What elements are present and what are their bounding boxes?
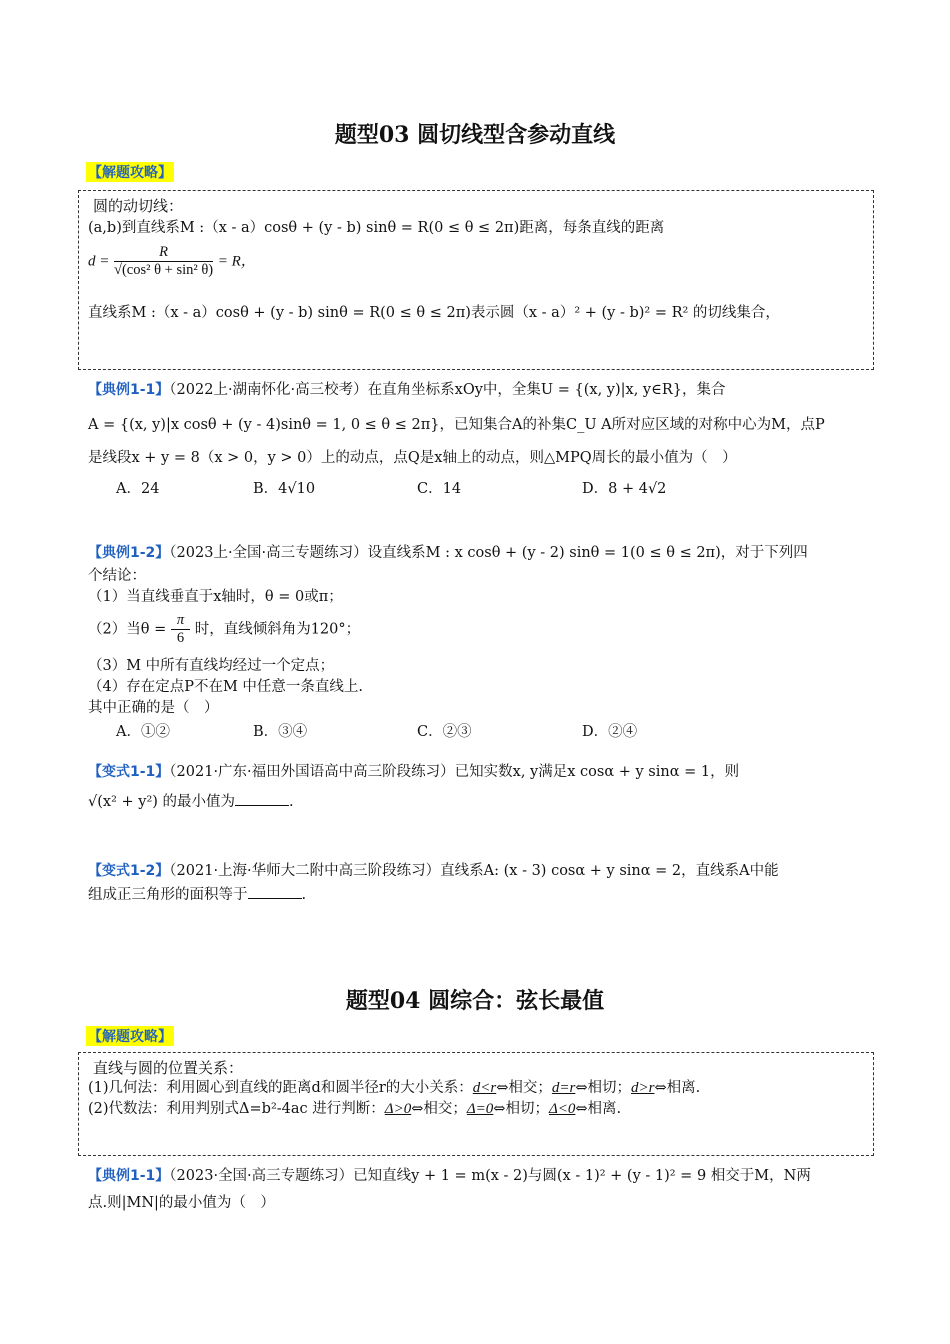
relation-text: ⇔相离. bbox=[575, 1101, 622, 1117]
option-b: B．4√10 bbox=[253, 481, 316, 497]
fraction-denominator: √(cos² θ + sin² θ) bbox=[113, 262, 214, 278]
relation-text: ⇔相交； bbox=[411, 1101, 467, 1117]
variant-text-end: . bbox=[289, 794, 294, 810]
option-d: D．8 + 4√2 bbox=[582, 481, 667, 497]
example-text: （2023·全国·高三专题练习）已知直线y + 1 = m(x - 2)与圆(x - 1)² + (y - 1)² = 9 相交于M，N两 bbox=[169, 1168, 811, 1184]
fraction-numerator: π bbox=[171, 612, 190, 630]
example-line: 是线段x + y = 8（x > 0，y > 0）上的动点，点Q是x轴上的动点，则△MPQ周长的最小值为（ ） bbox=[88, 450, 737, 466]
method-text: (2)代数法：利用判别式Δ=b²-4ac 进行判断： bbox=[88, 1101, 385, 1117]
relation-tangent: d=r bbox=[551, 1080, 576, 1096]
option-a: A．①② bbox=[116, 724, 170, 740]
example-label: 【典例1-2】 bbox=[88, 545, 170, 561]
box-line bbox=[88, 1078, 700, 1098]
box-line: (a,b)到直线系M :（x - a）cosθ + (y - b) sinθ = R(0 ≤ θ ≤ 2π)距离，每条直线的距离 bbox=[88, 220, 665, 236]
option-a: A．24 bbox=[116, 481, 160, 497]
section-title: 题型03 圆切线型含参动直线 bbox=[334, 122, 616, 148]
relation-tangent: Δ=0 bbox=[466, 1101, 494, 1117]
distance-formula bbox=[88, 244, 256, 279]
variant-text: （2021·广东·福田外国语高中高三阶段练习）已知实数x, y满足x cosα + y sinα = 1，则 bbox=[169, 764, 740, 780]
example-line: 个结论： bbox=[88, 568, 146, 584]
statement-4: （4）存在定点P不在M 中任意一条直线上. bbox=[88, 679, 364, 695]
example-label: 【典例1-1】 bbox=[88, 382, 170, 398]
relation-text: ⇔相离. bbox=[654, 1080, 701, 1096]
question-line: 其中正确的是（ ） bbox=[88, 700, 219, 716]
example-text: （2022上·湖南怀化·高三校考）在直角坐标系xOy中，全集U = {(x, y)|x, y∈R}，集合 bbox=[169, 382, 726, 398]
fraction bbox=[171, 612, 190, 647]
statement-2-pre: （2）当θ = bbox=[88, 621, 167, 638]
statement-1: （1）当直线垂直于x轴时，θ = 0或π； bbox=[88, 589, 343, 605]
relation-separate: d>r bbox=[631, 1080, 655, 1096]
relation-separate: Δ<0 bbox=[548, 1101, 576, 1117]
example-label: 【典例1-1】 bbox=[88, 1168, 170, 1184]
relation-text: ⇔相交； bbox=[496, 1080, 552, 1096]
fraction-denominator: 6 bbox=[176, 630, 185, 646]
answer-blank[interactable] bbox=[248, 886, 302, 899]
example-text: （2023上·全国·高三专题练习）设直线系M : x cosθ + (y - 2) sinθ = 1(0 ≤ θ ≤ 2π)，对于下列四 bbox=[169, 545, 808, 561]
example-line bbox=[88, 543, 808, 563]
variant-line bbox=[88, 762, 739, 782]
box-heading: 直线与圆的位置关系： bbox=[93, 1059, 244, 1077]
variant-text: √(x² + y²) 的最小值为 bbox=[88, 794, 236, 810]
statement-2-post: 时，直线倾斜角为120°； bbox=[194, 621, 361, 638]
example-line bbox=[88, 1166, 811, 1186]
formula-left: d = bbox=[88, 253, 110, 270]
variant-line bbox=[88, 792, 294, 812]
relation-text: ⇔相切； bbox=[493, 1101, 549, 1117]
box-heading: 圆的动切线： bbox=[93, 197, 184, 215]
relation-intersect: Δ>0 bbox=[384, 1101, 412, 1117]
relation-intersect: d<r bbox=[472, 1080, 497, 1096]
option-b: B．③④ bbox=[253, 724, 308, 740]
statement-2 bbox=[88, 612, 360, 647]
fraction-numerator: R bbox=[114, 244, 213, 262]
section-title: 题型04 圆综合：弦长最值 bbox=[345, 988, 605, 1014]
method-text: (1)几何法：利用圆心到直线的距离d和圆半径r的大小关系： bbox=[88, 1080, 473, 1096]
strategy-tag: 【解题攻略】 bbox=[86, 162, 174, 182]
example-line: 点.则|MN|的最小值为（ ） bbox=[88, 1195, 275, 1211]
example-line bbox=[88, 380, 725, 400]
formula-right: = R， bbox=[217, 253, 256, 270]
fraction bbox=[114, 244, 213, 279]
variant-line bbox=[88, 861, 779, 881]
variant-line bbox=[88, 885, 306, 905]
option-c: C．②③ bbox=[417, 724, 472, 740]
relation-text: ⇔相切； bbox=[575, 1080, 632, 1096]
strategy-box bbox=[78, 190, 874, 370]
strategy-tag: 【解题攻略】 bbox=[86, 1026, 174, 1046]
variant-label: 【变式1-1】 bbox=[88, 764, 170, 780]
variant-text: 组成正三角形的面积等于 bbox=[88, 887, 248, 903]
variant-text: （2021·上海·华师大二附中高三阶段练习）直线系A: (x - 3) cosα + y sinα = 2，直线系A中能 bbox=[169, 863, 779, 879]
box-line: 直线系M :（x - a）cosθ + (y - b) sinθ = R(0 ≤ θ ≤ 2π)表示圆（x - a）² + (y - b)² = R² 的切线集合， bbox=[88, 305, 780, 321]
option-d: D．②④ bbox=[582, 724, 638, 740]
option-c: C．14 bbox=[417, 481, 462, 497]
example-line: A = {(x, y)|x cosθ + (y - 4)sinθ = 1, 0 ≤ θ ≤ 2π}，已知集合A的补集C_U A所对应区域的对称中心为M，点P bbox=[88, 417, 825, 433]
variant-label: 【变式1-2】 bbox=[88, 863, 170, 879]
answer-blank[interactable] bbox=[235, 793, 289, 806]
variant-text-end: . bbox=[301, 887, 307, 903]
statement-3: （3）M 中所有直线均经过一个定点； bbox=[88, 658, 335, 674]
box-line bbox=[88, 1099, 621, 1119]
